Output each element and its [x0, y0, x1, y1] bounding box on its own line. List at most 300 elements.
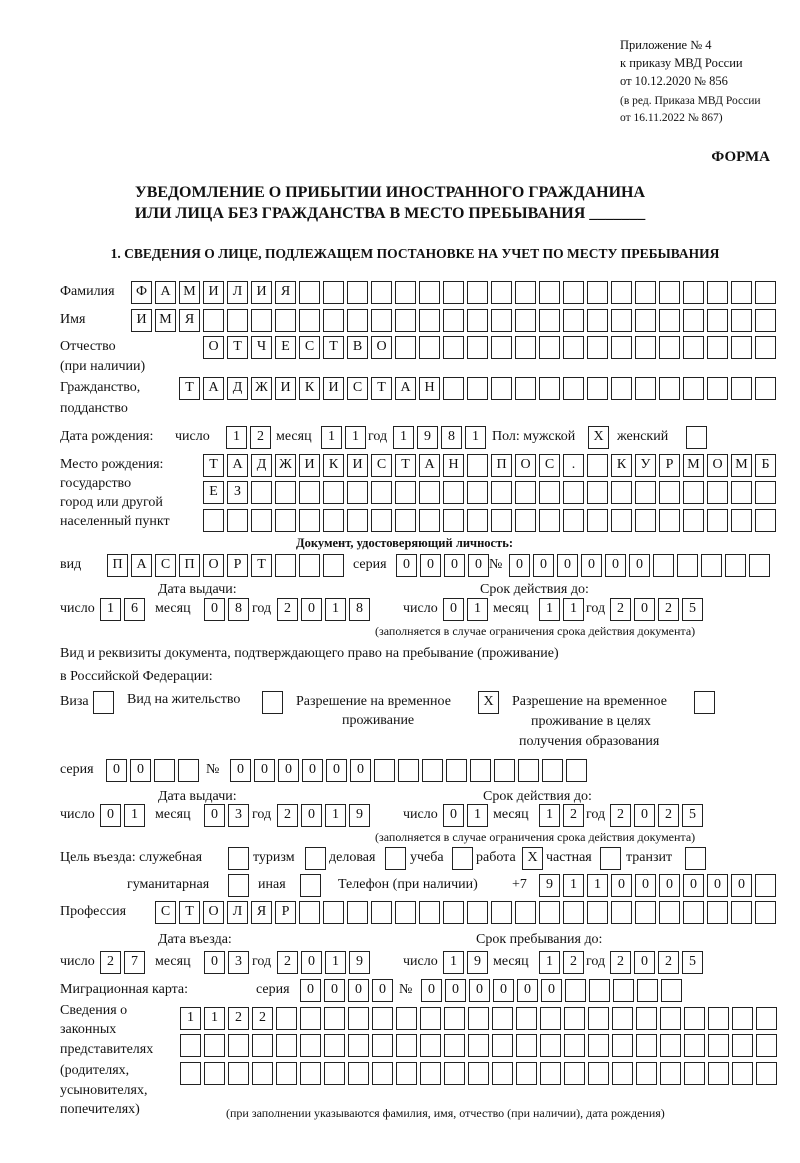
char-cell[interactable]: П: [179, 554, 200, 577]
char-cell[interactable]: [516, 1062, 537, 1085]
char-cell[interactable]: 0: [611, 874, 632, 897]
char-cell[interactable]: [444, 1062, 465, 1085]
char-cell[interactable]: 8: [441, 426, 462, 449]
char-cell[interactable]: [300, 1062, 321, 1085]
char-cell[interactable]: 9: [349, 951, 370, 974]
char-cell[interactable]: 0: [509, 554, 530, 577]
char-cell[interactable]: 1: [345, 426, 366, 449]
char-cell[interactable]: 1: [180, 1007, 201, 1030]
char-cell[interactable]: .: [563, 454, 584, 477]
temp-residence-checkbox[interactable]: [478, 691, 499, 714]
char-cell[interactable]: [686, 426, 707, 449]
char-cell[interactable]: [228, 874, 249, 897]
char-cell[interactable]: [324, 1007, 345, 1030]
char-cell[interactable]: И: [275, 377, 296, 400]
char-cell[interactable]: [563, 377, 584, 400]
char-cell[interactable]: С: [299, 336, 320, 359]
char-cell[interactable]: [300, 874, 321, 897]
entry-day-cells[interactable]: [100, 951, 145, 974]
char-cell[interactable]: [563, 481, 584, 504]
char-cell[interactable]: Р: [227, 554, 248, 577]
id-issue-year-cells[interactable]: [277, 598, 370, 621]
char-cell[interactable]: [539, 281, 560, 304]
char-cell[interactable]: [323, 901, 344, 924]
char-cell[interactable]: 1: [443, 951, 464, 974]
char-cell[interactable]: 9: [417, 426, 438, 449]
stay-month-cells[interactable]: [539, 951, 584, 974]
char-cell[interactable]: 0: [350, 759, 371, 782]
char-cell[interactable]: [611, 281, 632, 304]
char-cell[interactable]: [683, 377, 704, 400]
char-cell[interactable]: [731, 481, 752, 504]
char-cell[interactable]: Я: [251, 901, 272, 924]
right-doc-series-cells[interactable]: [106, 759, 199, 782]
char-cell[interactable]: [300, 1034, 321, 1057]
char-cell[interactable]: Л: [227, 281, 248, 304]
char-cell[interactable]: О: [515, 454, 536, 477]
stay-year-cells[interactable]: [610, 951, 703, 974]
char-cell[interactable]: 0: [348, 979, 369, 1002]
char-cell[interactable]: [491, 901, 512, 924]
char-cell[interactable]: [419, 309, 440, 332]
char-cell[interactable]: X: [588, 426, 609, 449]
char-cell[interactable]: [755, 901, 776, 924]
char-cell[interactable]: [694, 691, 715, 714]
char-cell[interactable]: 1: [539, 598, 560, 621]
id-issue-month-cells[interactable]: [204, 598, 249, 621]
char-cell[interactable]: Т: [227, 336, 248, 359]
char-cell[interactable]: [755, 281, 776, 304]
char-cell[interactable]: Т: [203, 454, 224, 477]
char-cell[interactable]: 1: [467, 598, 488, 621]
char-cell[interactable]: [683, 481, 704, 504]
char-cell[interactable]: [566, 759, 587, 782]
char-cell[interactable]: 0: [421, 979, 442, 1002]
char-cell[interactable]: [539, 309, 560, 332]
char-cell[interactable]: 0: [683, 874, 704, 897]
char-cell[interactable]: [684, 1007, 705, 1030]
char-cell[interactable]: О: [371, 336, 392, 359]
char-cell[interactable]: [612, 1007, 633, 1030]
char-cell[interactable]: 0: [204, 804, 225, 827]
char-cell[interactable]: [348, 1062, 369, 1085]
char-cell[interactable]: [305, 847, 326, 870]
char-cell[interactable]: [396, 1007, 417, 1030]
char-cell[interactable]: К: [611, 454, 632, 477]
char-cell[interactable]: [684, 1062, 705, 1085]
right-doc-valid-year-cells[interactable]: [610, 804, 703, 827]
char-cell[interactable]: [347, 481, 368, 504]
char-cell[interactable]: [707, 309, 728, 332]
char-cell[interactable]: [323, 481, 344, 504]
temp-residence-edu-checkbox[interactable]: [694, 691, 715, 714]
char-cell[interactable]: 1: [393, 426, 414, 449]
char-cell[interactable]: [276, 1062, 297, 1085]
char-cell[interactable]: 9: [539, 874, 560, 897]
char-cell[interactable]: [348, 1034, 369, 1057]
char-cell[interactable]: 0: [493, 979, 514, 1002]
char-cell[interactable]: [275, 309, 296, 332]
char-cell[interactable]: [563, 901, 584, 924]
char-cell[interactable]: [203, 309, 224, 332]
char-cell[interactable]: 3: [228, 804, 249, 827]
char-cell[interactable]: [443, 281, 464, 304]
char-cell[interactable]: [708, 1034, 729, 1057]
name-cells[interactable]: [131, 309, 776, 332]
char-cell[interactable]: [636, 1034, 657, 1057]
char-cell[interactable]: 1: [539, 804, 560, 827]
char-cell[interactable]: [299, 481, 320, 504]
char-cell[interactable]: [262, 691, 283, 714]
char-cell[interactable]: [707, 481, 728, 504]
char-cell[interactable]: [395, 901, 416, 924]
right-doc-issue-year-cells[interactable]: [277, 804, 370, 827]
char-cell[interactable]: М: [683, 454, 704, 477]
char-cell[interactable]: 7: [124, 951, 145, 974]
char-cell[interactable]: [683, 336, 704, 359]
char-cell[interactable]: Р: [275, 901, 296, 924]
char-cell[interactable]: Е: [203, 481, 224, 504]
char-cell[interactable]: [707, 336, 728, 359]
char-cell[interactable]: [443, 901, 464, 924]
id-series-cells[interactable]: [396, 554, 489, 577]
char-cell[interactable]: [323, 309, 344, 332]
char-cell[interactable]: [515, 509, 536, 532]
char-cell[interactable]: [347, 509, 368, 532]
char-cell[interactable]: [563, 336, 584, 359]
char-cell[interactable]: 0: [517, 979, 538, 1002]
char-cell[interactable]: [446, 759, 467, 782]
char-cell[interactable]: 0: [707, 874, 728, 897]
char-cell[interactable]: Т: [323, 336, 344, 359]
char-cell[interactable]: [659, 281, 680, 304]
char-cell[interactable]: 2: [658, 598, 679, 621]
char-cell[interactable]: 1: [465, 426, 486, 449]
profession-cells[interactable]: [155, 901, 776, 924]
char-cell[interactable]: [467, 377, 488, 400]
char-cell[interactable]: [396, 1034, 417, 1057]
purpose-private-checkbox[interactable]: [600, 847, 621, 870]
char-cell[interactable]: 1: [325, 951, 346, 974]
char-cell[interactable]: С: [371, 454, 392, 477]
char-cell[interactable]: 0: [254, 759, 275, 782]
birth-year-cells[interactable]: [393, 426, 486, 449]
char-cell[interactable]: [444, 1007, 465, 1030]
char-cell[interactable]: [755, 481, 776, 504]
char-cell[interactable]: [731, 509, 752, 532]
char-cell[interactable]: О: [203, 554, 224, 577]
char-cell[interactable]: [154, 759, 175, 782]
char-cell[interactable]: [636, 1007, 657, 1030]
char-cell[interactable]: [731, 377, 752, 400]
birth-month-cells[interactable]: [321, 426, 366, 449]
char-cell[interactable]: [659, 901, 680, 924]
char-cell[interactable]: [587, 377, 608, 400]
char-cell[interactable]: [587, 281, 608, 304]
char-cell[interactable]: 5: [682, 598, 703, 621]
char-cell[interactable]: [540, 1062, 561, 1085]
purpose-work-checkbox[interactable]: [522, 847, 543, 870]
char-cell[interactable]: [275, 481, 296, 504]
char-cell[interactable]: [515, 481, 536, 504]
char-cell[interactable]: З: [227, 481, 248, 504]
char-cell[interactable]: [653, 554, 674, 577]
char-cell[interactable]: [677, 554, 698, 577]
char-cell[interactable]: [491, 481, 512, 504]
char-cell[interactable]: 0: [634, 951, 655, 974]
char-cell[interactable]: 1: [325, 598, 346, 621]
char-cell[interactable]: 1: [539, 951, 560, 974]
char-cell[interactable]: [324, 1062, 345, 1085]
char-cell[interactable]: [588, 1062, 609, 1085]
reps-row1-cells[interactable]: [180, 1007, 777, 1030]
char-cell[interactable]: Т: [371, 377, 392, 400]
char-cell[interactable]: П: [107, 554, 128, 577]
char-cell[interactable]: [659, 377, 680, 400]
char-cell[interactable]: [515, 309, 536, 332]
char-cell[interactable]: [683, 309, 704, 332]
char-cell[interactable]: И: [251, 281, 272, 304]
char-cell[interactable]: Т: [179, 377, 200, 400]
char-cell[interactable]: [539, 481, 560, 504]
purpose-official-checkbox[interactable]: [228, 847, 249, 870]
char-cell[interactable]: 0: [444, 554, 465, 577]
char-cell[interactable]: [420, 1062, 441, 1085]
char-cell[interactable]: [276, 1007, 297, 1030]
char-cell[interactable]: А: [203, 377, 224, 400]
char-cell[interactable]: [683, 509, 704, 532]
char-cell[interactable]: 0: [443, 804, 464, 827]
char-cell[interactable]: X: [522, 847, 543, 870]
char-cell[interactable]: [732, 1007, 753, 1030]
char-cell[interactable]: Т: [395, 454, 416, 477]
id-valid-year-cells[interactable]: [610, 598, 703, 621]
char-cell[interactable]: [444, 1034, 465, 1057]
char-cell[interactable]: [611, 377, 632, 400]
char-cell[interactable]: 0: [629, 554, 650, 577]
char-cell[interactable]: [587, 901, 608, 924]
char-cell[interactable]: [443, 509, 464, 532]
char-cell[interactable]: 0: [204, 951, 225, 974]
phone-cells[interactable]: [539, 874, 776, 897]
char-cell[interactable]: О: [203, 336, 224, 359]
char-cell[interactable]: [539, 336, 560, 359]
right-doc-number-cells[interactable]: [230, 759, 587, 782]
char-cell[interactable]: [637, 979, 658, 1002]
char-cell[interactable]: Д: [227, 377, 248, 400]
char-cell[interactable]: А: [227, 454, 248, 477]
char-cell[interactable]: [467, 309, 488, 332]
char-cell[interactable]: [395, 509, 416, 532]
char-cell[interactable]: 0: [469, 979, 490, 1002]
char-cell[interactable]: [611, 901, 632, 924]
char-cell[interactable]: [467, 509, 488, 532]
char-cell[interactable]: Ж: [275, 454, 296, 477]
birth-place-row1-cells[interactable]: [203, 454, 776, 477]
char-cell[interactable]: И: [299, 454, 320, 477]
char-cell[interactable]: [540, 1007, 561, 1030]
char-cell[interactable]: Н: [419, 377, 440, 400]
char-cell[interactable]: [372, 1062, 393, 1085]
right-doc-issue-day-cells[interactable]: [100, 804, 145, 827]
char-cell[interactable]: [180, 1062, 201, 1085]
char-cell[interactable]: [756, 1062, 777, 1085]
char-cell[interactable]: 0: [731, 874, 752, 897]
char-cell[interactable]: [587, 336, 608, 359]
char-cell[interactable]: [443, 481, 464, 504]
char-cell[interactable]: [492, 1007, 513, 1030]
char-cell[interactable]: [275, 509, 296, 532]
char-cell[interactable]: [93, 691, 114, 714]
char-cell[interactable]: [659, 509, 680, 532]
char-cell[interactable]: [515, 281, 536, 304]
migration-series-cells[interactable]: [300, 979, 393, 1002]
char-cell[interactable]: [323, 554, 344, 577]
char-cell[interactable]: [252, 1034, 273, 1057]
char-cell[interactable]: [275, 554, 296, 577]
char-cell[interactable]: 0: [557, 554, 578, 577]
char-cell[interactable]: [300, 1007, 321, 1030]
char-cell[interactable]: 2: [228, 1007, 249, 1030]
char-cell[interactable]: [468, 1034, 489, 1057]
char-cell[interactable]: [635, 309, 656, 332]
char-cell[interactable]: [563, 309, 584, 332]
char-cell[interactable]: 1: [204, 1007, 225, 1030]
char-cell[interactable]: [347, 281, 368, 304]
char-cell[interactable]: [491, 509, 512, 532]
char-cell[interactable]: [749, 554, 770, 577]
char-cell[interactable]: [299, 281, 320, 304]
char-cell[interactable]: 1: [321, 426, 342, 449]
char-cell[interactable]: 2: [610, 804, 631, 827]
stay-day-cells[interactable]: [443, 951, 488, 974]
char-cell[interactable]: [299, 309, 320, 332]
char-cell[interactable]: [707, 281, 728, 304]
char-cell[interactable]: Т: [251, 554, 272, 577]
char-cell[interactable]: [587, 454, 608, 477]
char-cell[interactable]: 2: [252, 1007, 273, 1030]
char-cell[interactable]: 1: [124, 804, 145, 827]
char-cell[interactable]: 1: [563, 874, 584, 897]
char-cell[interactable]: 0: [581, 554, 602, 577]
char-cell[interactable]: [539, 377, 560, 400]
char-cell[interactable]: [299, 901, 320, 924]
char-cell[interactable]: А: [395, 377, 416, 400]
char-cell[interactable]: 0: [443, 598, 464, 621]
char-cell[interactable]: 0: [106, 759, 127, 782]
char-cell[interactable]: 1: [467, 804, 488, 827]
char-cell[interactable]: 0: [302, 759, 323, 782]
char-cell[interactable]: [660, 1062, 681, 1085]
char-cell[interactable]: О: [707, 454, 728, 477]
right-doc-valid-month-cells[interactable]: [539, 804, 584, 827]
char-cell[interactable]: [515, 377, 536, 400]
char-cell[interactable]: 5: [682, 804, 703, 827]
char-cell[interactable]: [707, 377, 728, 400]
id-issue-day-cells[interactable]: [100, 598, 145, 621]
char-cell[interactable]: 0: [420, 554, 441, 577]
char-cell[interactable]: [756, 1034, 777, 1057]
char-cell[interactable]: [398, 759, 419, 782]
char-cell[interactable]: [228, 1034, 249, 1057]
char-cell[interactable]: 2: [277, 598, 298, 621]
char-cell[interactable]: Я: [275, 281, 296, 304]
char-cell[interactable]: [180, 1034, 201, 1057]
char-cell[interactable]: [204, 1062, 225, 1085]
char-cell[interactable]: [467, 901, 488, 924]
char-cell[interactable]: 1: [325, 804, 346, 827]
char-cell[interactable]: [660, 1034, 681, 1057]
char-cell[interactable]: [755, 336, 776, 359]
char-cell[interactable]: 1: [226, 426, 247, 449]
reps-row3-cells[interactable]: [180, 1062, 777, 1085]
char-cell[interactable]: 1: [563, 598, 584, 621]
char-cell[interactable]: [684, 1034, 705, 1057]
char-cell[interactable]: [588, 1034, 609, 1057]
char-cell[interactable]: [228, 847, 249, 870]
char-cell[interactable]: [347, 309, 368, 332]
char-cell[interactable]: [515, 336, 536, 359]
char-cell[interactable]: [701, 554, 722, 577]
char-cell[interactable]: [323, 509, 344, 532]
visa-checkbox[interactable]: [93, 691, 114, 714]
reps-row2-cells[interactable]: [180, 1034, 777, 1057]
char-cell[interactable]: [252, 1062, 273, 1085]
char-cell[interactable]: [299, 509, 320, 532]
entry-year-cells[interactable]: [277, 951, 370, 974]
birth-day-cells[interactable]: [226, 426, 271, 449]
char-cell[interactable]: 0: [204, 598, 225, 621]
char-cell[interactable]: 9: [349, 804, 370, 827]
char-cell[interactable]: [515, 901, 536, 924]
char-cell[interactable]: [659, 481, 680, 504]
residence-permit-checkbox[interactable]: [262, 691, 283, 714]
char-cell[interactable]: [564, 1034, 585, 1057]
char-cell[interactable]: [635, 336, 656, 359]
purpose-other-checkbox[interactable]: [300, 874, 321, 897]
char-cell[interactable]: [276, 1034, 297, 1057]
char-cell[interactable]: [659, 309, 680, 332]
right-doc-valid-day-cells[interactable]: [443, 804, 488, 827]
char-cell[interactable]: [443, 336, 464, 359]
char-cell[interactable]: [755, 309, 776, 332]
char-cell[interactable]: [707, 901, 728, 924]
char-cell[interactable]: [563, 281, 584, 304]
char-cell[interactable]: 1: [100, 598, 121, 621]
char-cell[interactable]: [227, 309, 248, 332]
char-cell[interactable]: [518, 759, 539, 782]
char-cell[interactable]: [251, 481, 272, 504]
char-cell[interactable]: [659, 336, 680, 359]
char-cell[interactable]: [683, 281, 704, 304]
char-cell[interactable]: [635, 377, 656, 400]
char-cell[interactable]: [732, 1034, 753, 1057]
char-cell[interactable]: [395, 336, 416, 359]
char-cell[interactable]: [683, 901, 704, 924]
char-cell[interactable]: Е: [275, 336, 296, 359]
char-cell[interactable]: [612, 1034, 633, 1057]
char-cell[interactable]: 3: [228, 951, 249, 974]
char-cell[interactable]: В: [347, 336, 368, 359]
char-cell[interactable]: [491, 336, 512, 359]
char-cell[interactable]: [203, 509, 224, 532]
char-cell[interactable]: [467, 481, 488, 504]
migration-number-cells[interactable]: [421, 979, 682, 1002]
char-cell[interactable]: 5: [682, 951, 703, 974]
surname-cells[interactable]: [131, 281, 776, 304]
char-cell[interactable]: 9: [467, 951, 488, 974]
char-cell[interactable]: 2: [277, 804, 298, 827]
